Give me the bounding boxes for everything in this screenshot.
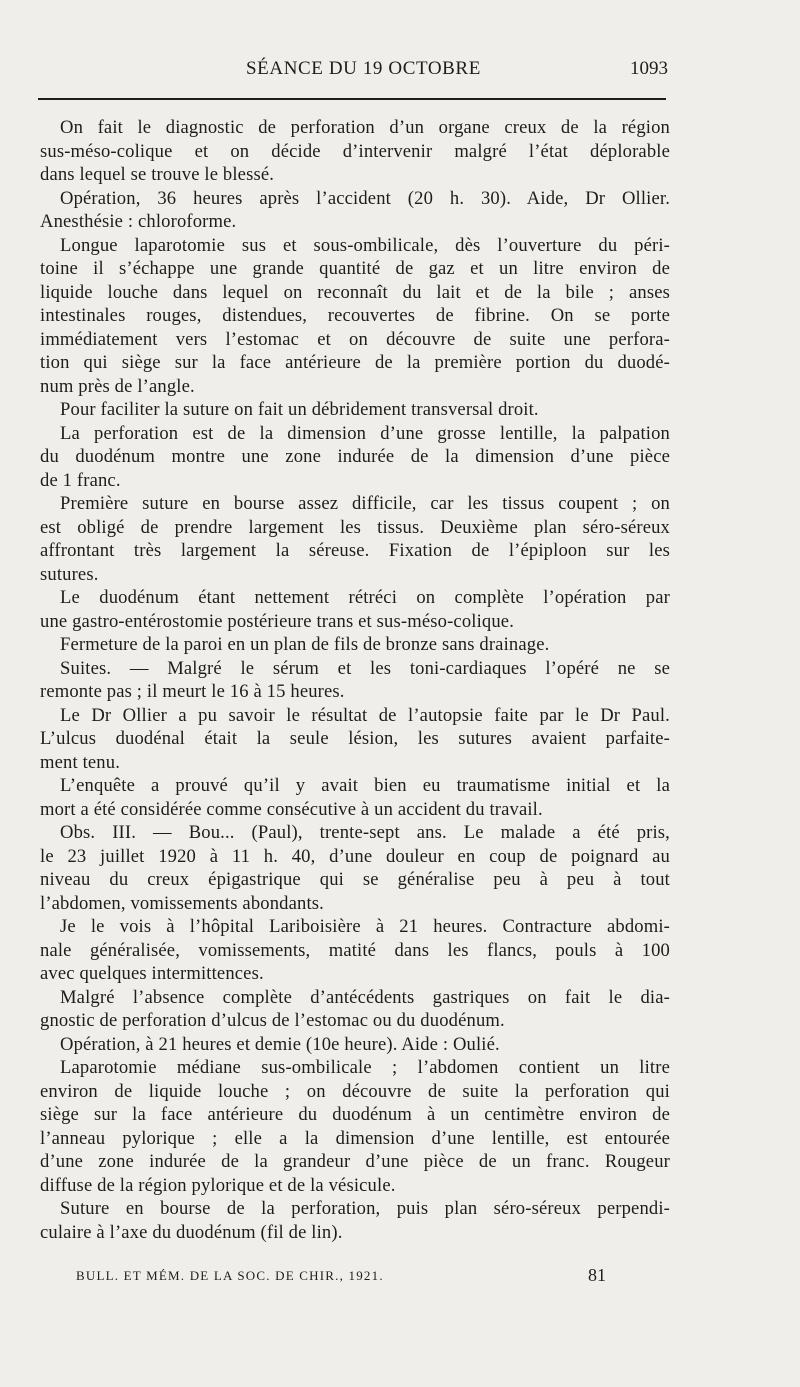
- text-line: une gastro-entérostomie postérieure trans et sus-méso-colique.: [40, 610, 514, 632]
- header-rule: [38, 98, 666, 100]
- running-header: [58, 58, 668, 86]
- text-line: L’enquête a prouvé qu’il y avait bien eu traumatisme initial et la: [60, 775, 670, 796]
- text-line: Je le vois à l’hôpital Lariboisière à 21 heures. Contracture abdomi-: [60, 916, 670, 937]
- text-line: Opération, 36 heures après l’accident (20 h. 30). Aide, Dr Ollier.: [60, 187, 670, 209]
- text-line: avec quelques intermittences.: [40, 963, 264, 984]
- text-line: La perforation est de la dimension d’une grosse lentille, la palpation: [60, 422, 670, 444]
- text-line: liquide louche dans lequel on reconnaît du lait et de la bile ; anses: [40, 281, 670, 303]
- text-line: sutures.: [40, 563, 99, 585]
- text-line: Suture en bourse de la perforation, puis plan séro-séreux perpendi-: [60, 1198, 670, 1219]
- text-line: Anesthésie : chloroforme.: [40, 211, 237, 232]
- text-line: Obs. III. — Bou... (Paul), trente-sept ans. Le malade a été pris,: [60, 822, 670, 843]
- text-line: de 1 franc.: [40, 469, 121, 491]
- text-line: Pour faciliter la suture on fait un débridement transversal droit.: [60, 399, 539, 420]
- text-line: du duodénum montre une zone indurée de la dimension d’une pièce: [40, 446, 670, 467]
- signature-number: 81: [588, 1265, 606, 1285]
- text-line: Longue laparotomie sus et sous-ombilicale, dès l’ouverture du péri-: [60, 234, 670, 256]
- text-line: Opération, à 21 heures et demie (10e heure). Aide : Oulié.: [60, 1033, 500, 1055]
- text-line: niveau du creux épigastrique qui se généralise peu à peu à tout: [40, 869, 670, 890]
- text-line: d’une zone indurée de la grandeur d’une pièce de un franc. Rougeur: [40, 1151, 670, 1172]
- text-line: intestinales rouges, distendues, recouvertes de fibrine. On se porte: [40, 305, 670, 326]
- text-line: diffuse de la région pylorique et de la vésicule.: [40, 1174, 396, 1196]
- text-line: Première suture en bourse assez difficile, car les tissus coupent ; on: [60, 493, 670, 514]
- text-line: toine il s’échappe une grande quantité de gaz et un litre environ de: [40, 258, 670, 279]
- text-line: culaire à l’axe du duodénum (fil de lin).: [40, 1221, 343, 1243]
- text-line: mort a été considérée comme consécutive à un accident du travail.: [40, 798, 543, 820]
- text-line: Laparotomie médiane sus-ombilicale ; l’abdomen contient un litre: [60, 1057, 670, 1078]
- text-line: gnostic de perforation d’ulcus de l’estomac ou du duodénum.: [40, 1010, 505, 1031]
- text-line: l’anneau pylorique ; elle a la dimension d’une lentille, est entourée: [40, 1127, 670, 1149]
- text-line: ment tenu.: [40, 751, 120, 773]
- text-line: Le Dr Ollier a pu savoir le résultat de l’autopsie faite par le Dr Paul.: [60, 704, 670, 726]
- body-text: [40, 116, 670, 1244]
- text-line: Suites. — Malgré le sérum et les toni-cardiaques l’opéré ne se: [60, 657, 670, 679]
- text-line: est obligé de prendre largement les tissus. Deuxième plan séro-séreux: [40, 516, 670, 538]
- text-line: L’ulcus duodénal était la seule lésion, les sutures avaient parfaite-: [40, 728, 670, 749]
- text-line: On fait le diagnostic de perforation d’un organe creux de la région: [60, 117, 670, 138]
- text-line: num près de l’angle.: [40, 375, 195, 397]
- text-line: l’abdomen, vomissements abondants.: [40, 892, 324, 914]
- text-line: nale généralisée, vomissements, matité dans les flancs, pouls à 100: [40, 939, 670, 961]
- text-line: immédiatement vers l’estomac et on découvre de suite une perfora-: [40, 328, 670, 350]
- text-line: Fermeture de la paroi en un plan de fils de bronze sans drainage.: [60, 634, 550, 655]
- page-number: 1093: [630, 58, 668, 79]
- text-line: remonte pas ; il meurt le 16 à 15 heures.: [40, 681, 345, 702]
- journal-reference: BULL. ET MÉM. DE LA SOC. DE CHIR., 1921.: [76, 1268, 384, 1283]
- text-line: affrontant très largement la séreuse. Fixation de l’épiploon sur les: [40, 540, 670, 561]
- text-line: Malgré l’absence complète d’antécédents gastriques on fait le dia-: [60, 986, 670, 1008]
- text-line: tion qui siège sur la face antérieure de la première portion du duodé-: [40, 352, 670, 373]
- text-line: sus-méso-colique et on décide d’intervenir malgré l’état déplorable: [40, 140, 670, 162]
- header-title: SÉANCE DU 19 OCTOBRE: [246, 58, 481, 79]
- page-footer: [76, 1265, 606, 1290]
- text-line: dans lequel se trouve le blessé.: [40, 164, 275, 185]
- text-line: environ de liquide louche ; on découvre de suite la perforation qui: [40, 1080, 670, 1102]
- text-line: siège sur la face antérieure du duodénum à un centimètre environ de: [40, 1104, 670, 1125]
- text-line: Le duodénum étant nettement rétréci on complète l’opération par: [60, 587, 670, 608]
- text-line: le 23 juillet 1920 à 11 h. 40, d’une douleur en coup de poignard au: [40, 845, 670, 867]
